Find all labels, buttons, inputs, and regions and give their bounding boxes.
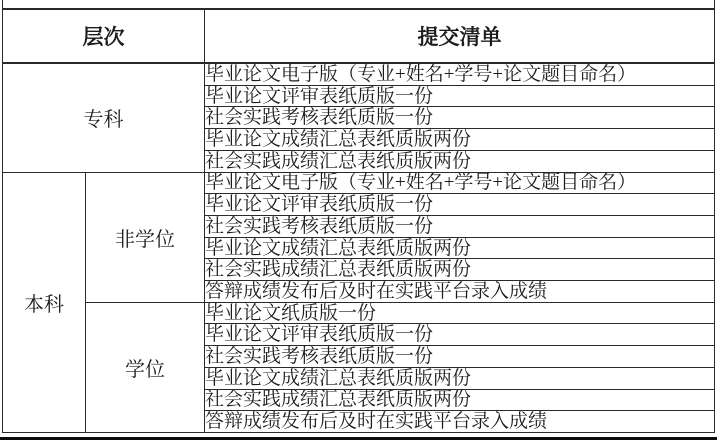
item-cell: 社会实践考核表纸质版一份 (205, 346, 715, 368)
item-cell: 毕业论文评审表纸质版一份 (205, 194, 715, 216)
item-cell: 毕业论文评审表纸质版一份 (205, 85, 715, 107)
table-row (3, 172, 715, 194)
item-cell: 社会实践考核表纸质版一份 (205, 107, 715, 129)
item-cell: 社会实践考核表纸质版一份 (205, 215, 715, 237)
level-cell-zhuanke: 专科 (3, 63, 205, 172)
table-row (3, 63, 715, 85)
table-row (3, 302, 715, 324)
item-cell: 毕业论文纸质版一份 (205, 302, 715, 324)
item-cell: 毕业论文电子版（专业+姓名+学号+论文题目命名） (205, 172, 715, 194)
item-cell: 社会实践成绩汇总表纸质版两份 (205, 259, 715, 281)
level-cell-benke: 本科 (3, 172, 86, 432)
item-cell: 毕业论文成绩汇总表纸质版两份 (205, 367, 715, 389)
sublevel-cell-degree: 学位 (86, 302, 205, 432)
item-cell: 毕业论文电子版（专业+姓名+学号+论文题目命名） (205, 63, 715, 85)
item-cell: 毕业论文成绩汇总表纸质版两份 (205, 237, 715, 259)
bottom-thick-rule (0, 437, 717, 440)
cutoff-row-left-border (2, 0, 3, 8)
item-cell: 毕业论文成绩汇总表纸质版两份 (205, 129, 715, 151)
header-cell-checklist: 提交清单 (205, 9, 715, 63)
item-cell: 答辩成绩发布后及时在实践平台录入成绩 (205, 281, 715, 303)
cutoff-row-right-border (714, 0, 715, 8)
item-cell: 社会实践成绩汇总表纸质版两份 (205, 150, 715, 172)
header-cell-level: 层次 (3, 9, 205, 63)
item-cell: 毕业论文评审表纸质版一份 (205, 324, 715, 346)
item-cell: 社会实践成绩汇总表纸质版两份 (205, 389, 715, 411)
table-header-row (3, 9, 715, 63)
submission-checklist-table (2, 8, 715, 433)
item-cell: 答辩成绩发布后及时在实践平台录入成绩 (205, 411, 715, 433)
sublevel-cell-non-degree: 非学位 (86, 172, 205, 302)
